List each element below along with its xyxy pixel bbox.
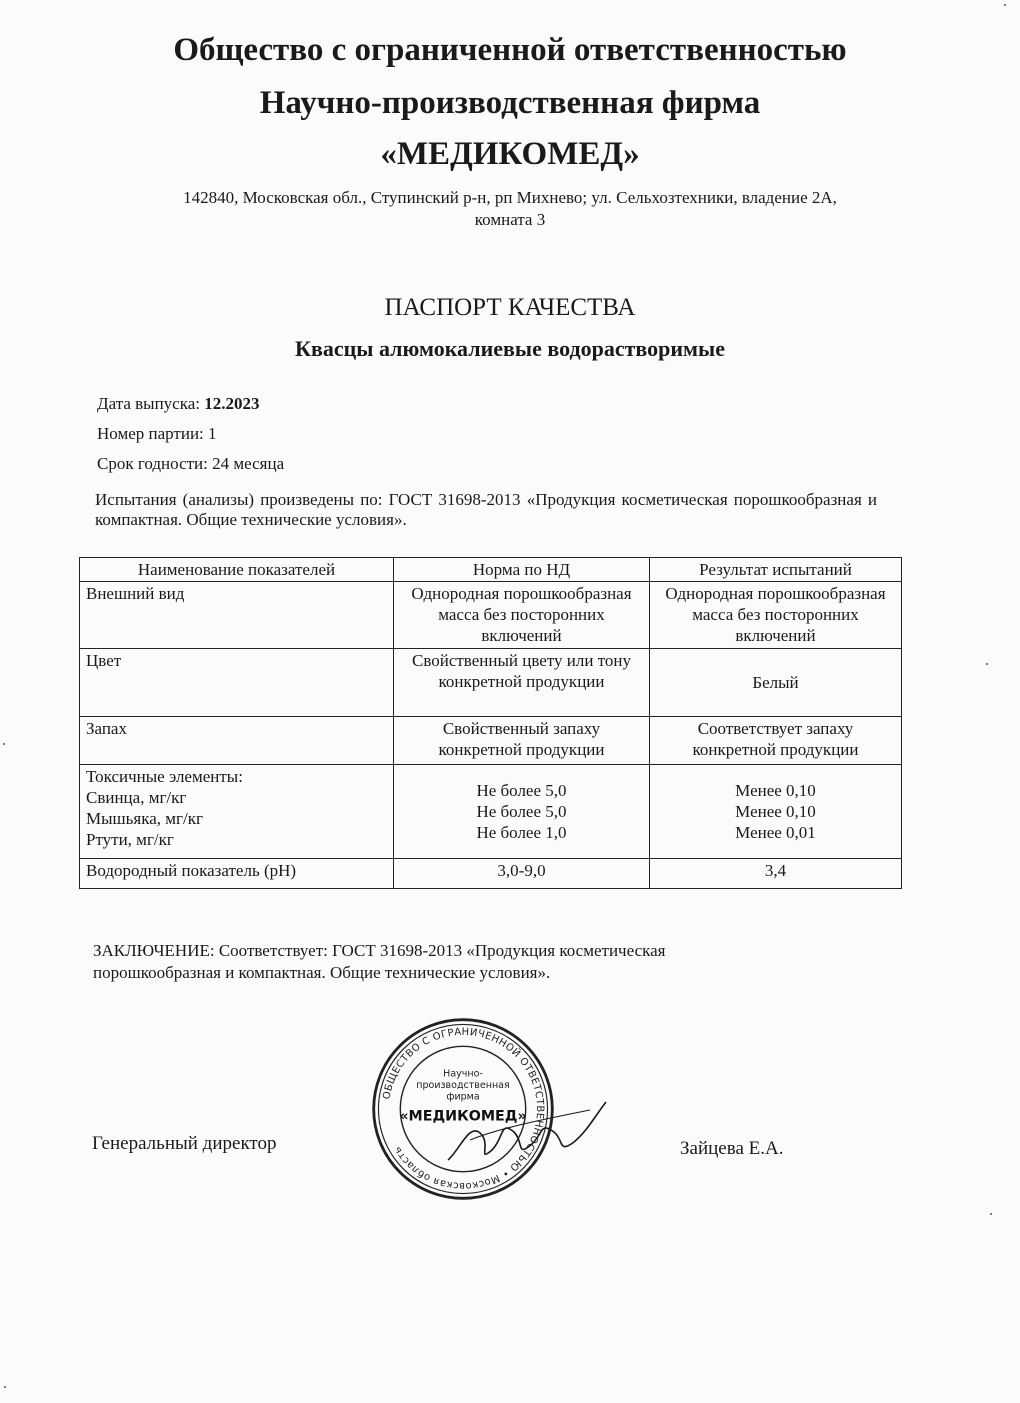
document-title: ПАСПОРТ КАЧЕСТВА — [384, 294, 636, 321]
conclusion — [93, 940, 813, 984]
table-header-row — [80, 558, 902, 582]
company-name-line2: Научно-производственная фирма — [259, 85, 761, 121]
quality-table — [79, 557, 902, 889]
header-indicator: Наименование показателей — [80, 558, 394, 582]
seal-ring-text: ОБЩЕСТВО С ОГРАНИЧЕННОЙ ОТВЕТСТВЕННОСТЬЮ • Московская область — [381, 1026, 546, 1192]
company-name-line3: «МЕДИКОМЕД» — [380, 136, 640, 172]
row-norm: Однородная порошкообразная масса без посторонних включений — [394, 582, 650, 649]
toxic-arsenic: Мышьяка, мг/кг — [86, 809, 203, 828]
company-name-line1: Общество с ограниченной ответственностью — [173, 32, 847, 68]
norm-lead: Не более 5,0 — [476, 781, 567, 800]
release-date-value: 12.2023 — [204, 394, 260, 413]
row-name: Водородный показатель (pH) — [80, 859, 394, 889]
result-lead: Менее 0,10 — [735, 781, 816, 800]
table-row — [80, 859, 902, 889]
scan-speck — [4, 1386, 6, 1388]
tests-statement: Испытания (анализы) произведены по: ГОСТ 31698-2013 «Продукция косметическая порошкообразная и компактная. Общие технические условия». — [95, 490, 877, 529]
row-result-toxic — [650, 765, 902, 859]
signatory-name: Зайцева Е.А. — [680, 1138, 784, 1159]
norm-arsenic: Не более 5,0 — [476, 802, 567, 821]
company-address-line2: комната 3 — [474, 210, 546, 229]
release-date-label: Дата выпуска: — [97, 394, 200, 413]
scan-speck — [1004, 4, 1006, 6]
conclusion-line2: порошкообразная и компактная. Общие технические условия». — [93, 963, 551, 982]
toxic-lead: Свинца, мг/кг — [86, 788, 187, 807]
handwritten-signature — [440, 1080, 610, 1180]
row-result: Однородная порошкообразная масса без посторонних включений — [650, 582, 902, 649]
product-name: Квасцы алюмокалиевые водорастворимые — [295, 336, 725, 361]
row-norm: 3,0-9,0 — [394, 859, 650, 889]
shelf-life — [97, 454, 284, 474]
row-result: 3,4 — [650, 859, 902, 889]
table-row — [80, 765, 902, 859]
seal-company-name: «МЕДИКОМЕД» — [399, 1108, 527, 1125]
scan-speck — [3, 743, 5, 745]
row-norm: Свойственный запаху конкретной продукции — [394, 717, 650, 765]
result-mercury: Менее 0,01 — [735, 823, 816, 842]
shelf-life-label: Срок годности: — [97, 454, 208, 473]
toxic-mercury: Ртути, мг/кг — [86, 830, 174, 849]
table-row — [80, 582, 902, 649]
row-name: Внешний вид — [80, 582, 394, 649]
batch-number-value: 1 — [208, 424, 217, 443]
table-row — [80, 717, 902, 765]
row-name: Цвет — [80, 649, 394, 717]
row-result: Соответствует запаху конкретной продукции — [650, 717, 902, 765]
release-date — [97, 394, 260, 414]
result-arsenic: Менее 0,10 — [735, 802, 816, 821]
row-norm-toxic — [394, 765, 650, 859]
header-norm: Норма по НД — [394, 558, 650, 582]
batch-number — [97, 424, 217, 444]
scan-speck — [986, 663, 988, 665]
row-result: Белый — [650, 649, 902, 717]
row-norm: Свойственный цвету или тону конкретной продукции — [394, 649, 650, 717]
signatory-position: Генеральный директор — [92, 1133, 277, 1154]
seal-line2: производственная — [416, 1080, 510, 1092]
company-address-line1: 142840, Московская обл., Ступинский р-н, рп Михнево; ул. Сельхозтехники, владение 2А, — [183, 188, 837, 207]
conclusion-line1: ЗАКЛЮЧЕНИЕ: Соответствует: ГОСТ 31698-2013 «Продукция косметическая — [93, 941, 666, 960]
norm-mercury: Не более 1,0 — [476, 823, 567, 842]
scan-speck — [990, 1213, 992, 1215]
row-name: Запах — [80, 717, 394, 765]
batch-number-label: Номер партии: — [97, 424, 204, 443]
header-result: Результат испытаний — [650, 558, 902, 582]
row-name-toxic — [80, 765, 394, 859]
seal-line1: Научно- — [443, 1068, 483, 1080]
toxic-heading: Токсичные элементы: — [86, 767, 243, 786]
seal-line3: фирма — [446, 1091, 480, 1103]
shelf-life-value: 24 месяца — [212, 454, 285, 473]
table-row — [80, 649, 902, 717]
